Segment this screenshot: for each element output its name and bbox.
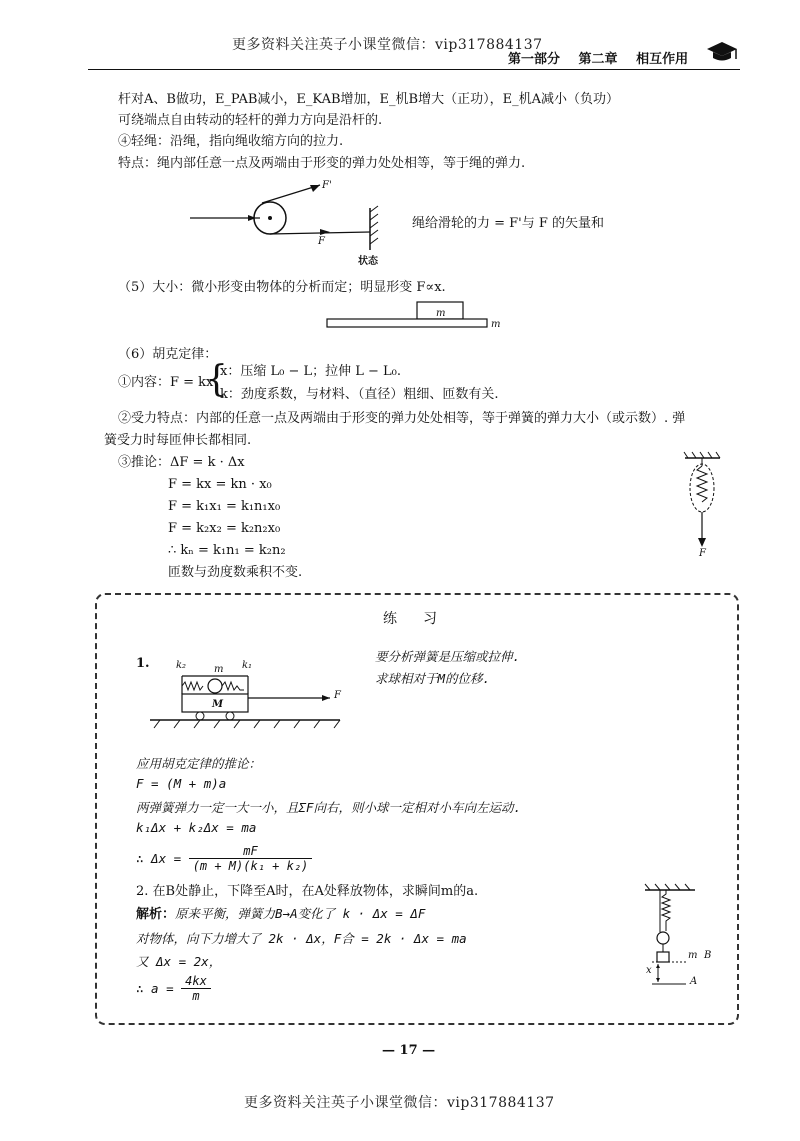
practice-note: 要分析弹簧是压缩或拉伸.: [375, 649, 521, 664]
hanging-spring-diagram: [680, 452, 725, 560]
page-header: [508, 48, 688, 67]
block-on-board-diagram: [325, 300, 495, 330]
header-topic: 相互作用: [636, 52, 689, 67]
fraction-denominator: (m + M)(k₁ + k₂): [192, 859, 309, 873]
solution-line: k₁Δx + k₂Δx = ma: [136, 820, 257, 835]
fraction-lhs: ∴ a =: [136, 981, 174, 996]
label-M-cart: M: [212, 699, 224, 710]
solution-text: 原来平衡，弹簧力B→A变化了 k · Δx = ΔF: [175, 906, 426, 921]
label-B: B: [704, 950, 712, 961]
header-part: 第一部分: [508, 52, 561, 67]
text-line: （5）大小：微小形变由物体的分析而定；明显形变 F∝x.: [118, 280, 446, 295]
label-f-prime: F': [322, 180, 332, 191]
cart-spring-diagram: [150, 662, 350, 732]
solution-line: 两弹簧弹力一定一大一小，且ΣF向右，则小球一定相对小车向左运动.: [136, 800, 522, 815]
fraction-lhs: ∴ Δx =: [136, 851, 182, 866]
label-x: x: [646, 965, 652, 976]
equation: F = k₂x₂ = k₂n₂x₀: [168, 521, 281, 536]
label-f-spring: F: [699, 548, 706, 559]
text-line: 簧受力时每匝伸长都相同.: [104, 433, 252, 448]
text-line: 杆对A、B做功，E_PAB减小，E_KAB增加，E_机B增大（正功），E_机A减小（负功）: [118, 92, 619, 107]
solution-line: F = (M + m)a: [136, 776, 227, 791]
practice-note: 求球相对于M的位移.: [375, 671, 491, 686]
solution-2: [136, 906, 425, 924]
hooke-x-def: x：压缩 L₀ − L；拉伸 L − L₀.: [220, 364, 401, 379]
equation: 匝数与劲度数乘积不变.: [168, 565, 303, 580]
solution-label: 解析：: [136, 907, 176, 922]
hooke-k-def: k：劲度系数，与材料、（直径）粗细、匝数有关.: [220, 387, 499, 402]
fraction-numerator: 4kx: [181, 974, 211, 989]
equation: F = kx = kn · x₀: [168, 477, 272, 492]
pulley-caption: 绳给滑轮的力 = F'与 F 的矢量和: [412, 216, 605, 231]
equation: F = k₁x₁ = k₁n₁x₀: [168, 499, 281, 514]
label-F-cart: F: [334, 690, 341, 701]
label-f: F: [318, 236, 325, 247]
text-line: ④轻绳：沿绳，指向绳收缩方向的拉力.: [118, 134, 344, 149]
label-m-ball: m: [214, 664, 224, 675]
label-k1: k₁: [242, 660, 253, 671]
label-m-board: m: [491, 319, 501, 330]
text-line: （6）胡克定律：: [118, 347, 218, 362]
text-line: 可绕端点自由转动的轻杆的弹力方向是沿杆的.: [118, 113, 383, 128]
watermark-top: 更多资料关注英子小课堂微信：vip317884137: [232, 37, 543, 53]
curly-brace: {: [205, 359, 228, 400]
text-line: ③推论：ΔF = k · Δx: [118, 455, 245, 470]
label-m-q2: m: [688, 950, 698, 961]
solution-line: 对物体，向下力增大了 2k · Δx，F合 = 2k · Δx = ma: [136, 931, 467, 946]
practice-title: 练 习: [383, 611, 443, 627]
text-line: ②受力特点：内部的任意一点及两端由于形变的弹力处处相等，等于弹簧的弹力大小（或示数）. 弹: [118, 411, 686, 426]
fraction-denominator: m: [192, 989, 200, 1003]
question-2: 2. 在B处静止，下降至A时，在A处释放物体，求瞬间m的a.: [136, 884, 479, 899]
label-A: A: [690, 976, 698, 987]
fraction-numerator: mF: [189, 844, 313, 859]
solution-line: 应用胡克定律的推论：: [136, 756, 262, 771]
hooke-formula: ①内容：F = kx: [118, 375, 214, 390]
label-k2: k₂: [176, 660, 187, 671]
header-rule: [88, 69, 740, 70]
text-line: 特点：绳内部任意一点及两端由于形变的弹力处处相等，等于绳的弹力.: [118, 156, 526, 171]
solution-line: 又 Δx = 2x，: [136, 954, 222, 969]
watermark-bottom: 更多资料关注英子小课堂微信：vip317884137: [244, 1095, 555, 1111]
equation: ∴ kₙ = k₁n₁ = k₂n₂: [168, 543, 286, 558]
page-number: — 17 —: [382, 1043, 436, 1058]
label-m-block: m: [436, 308, 446, 319]
label-state: 状态: [358, 256, 378, 267]
pulley-spring-block-diagram: [640, 884, 720, 994]
solution-fraction: [136, 844, 312, 873]
header-chapter: 第二章: [578, 52, 618, 67]
graduation-cap-icon: [705, 40, 739, 62]
solution-fraction: [136, 974, 211, 1003]
question-number: 1.: [136, 656, 150, 671]
